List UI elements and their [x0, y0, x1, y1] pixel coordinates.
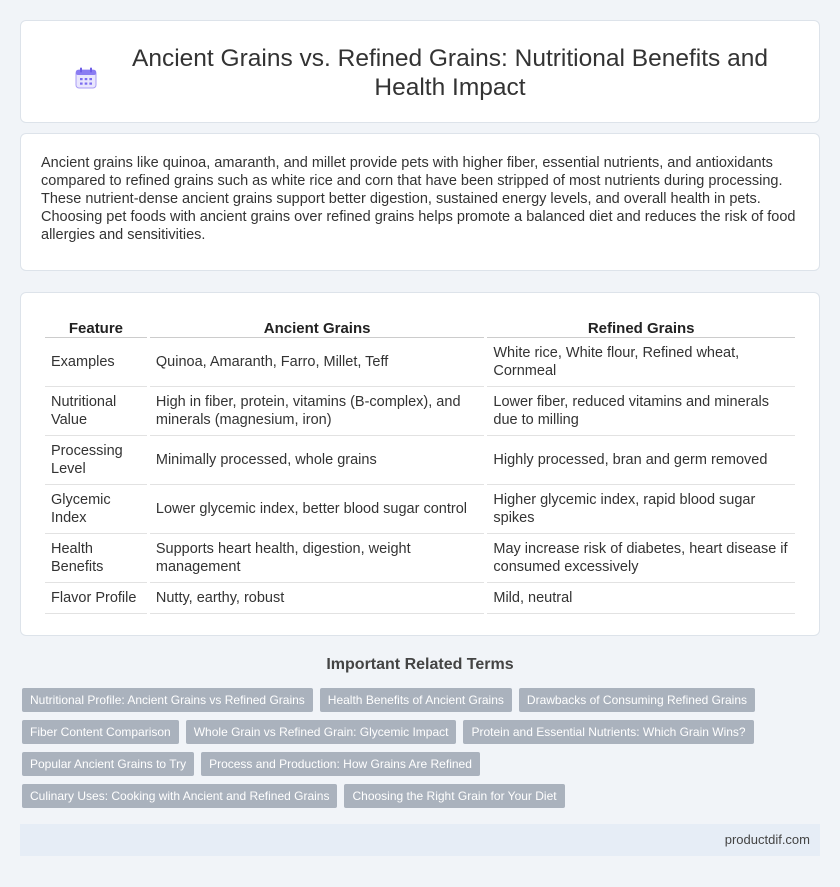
related-term-tag[interactable]: Process and Production: How Grains Are Refined	[201, 752, 480, 776]
row-ancient: Minimally processed, whole grains	[150, 436, 485, 485]
table-row	[45, 338, 795, 387]
related-term-tag[interactable]: Nutritional Profile: Ancient Grains vs Refined Grains	[22, 688, 313, 712]
intro-card	[20, 133, 820, 271]
table-header-row	[45, 314, 795, 338]
related-term-tag[interactable]: Protein and Essential Nutrients: Which Grain Wins?	[463, 720, 753, 744]
row-refined: Mild, neutral	[487, 583, 795, 614]
related-term-tag[interactable]: Culinary Uses: Cooking with Ancient and Refined Grains	[22, 784, 337, 808]
related-term-tag[interactable]: Drawbacks of Consuming Refined Grains	[519, 688, 755, 712]
header-feature: Feature	[45, 314, 147, 338]
footer-site-link[interactable]: productdif.com	[724, 832, 810, 847]
table-row	[45, 387, 795, 436]
related-term-tag[interactable]: Health Benefits of Ancient Grains	[320, 688, 512, 712]
row-refined: White rice, White flour, Refined wheat, Cornmeal	[487, 338, 795, 387]
comparison-card	[20, 292, 820, 636]
related-term-tag[interactable]: Choosing the Right Grain for Your Diet	[344, 784, 564, 808]
row-feature: Glycemic Index	[45, 485, 147, 534]
related-term-tag[interactable]: Whole Grain vs Refined Grain: Glycemic Impact	[186, 720, 457, 744]
row-ancient: Nutty, earthy, robust	[150, 583, 485, 614]
related-terms-title: Important Related Terms	[326, 656, 514, 673]
row-ancient: Quinoa, Amaranth, Farro, Millet, Teff	[150, 338, 485, 387]
footer	[20, 824, 820, 856]
calendar-icon	[75, 67, 97, 89]
table-row	[45, 583, 795, 614]
row-feature: Examples	[45, 338, 147, 387]
header-refined-grains: Refined Grains	[487, 314, 795, 338]
row-refined: Lower fiber, reduced vitamins and minerals due to milling	[487, 387, 795, 436]
intro-paragraph: Ancient grains like quinoa, amaranth, and millet provide pets with higher fiber, essential nutrients, and antioxidants compared to refined grains such as white rice and corn that have been stripped of most nutrients during processing. These nutrient-dense ancient grains support better digestion, sustained energy levels, and overall health in pets. Choosing pet foods with ancient grains over refined grains helps promote a balanced diet and reduces the risk of food allergies and sensitivities.	[41, 155, 796, 243]
row-feature: Flavor Profile	[45, 583, 147, 614]
related-terms-list	[22, 688, 802, 808]
related-term-tag[interactable]: Popular Ancient Grains to Try	[22, 752, 194, 776]
row-ancient: Supports heart health, digestion, weight management	[150, 534, 485, 583]
row-ancient: Lower glycemic index, better blood sugar control	[150, 485, 485, 534]
table-row	[45, 485, 795, 534]
row-refined: May increase risk of diabetes, heart disease if consumed excessively	[487, 534, 795, 583]
page-title: Ancient Grains vs. Refined Grains: Nutritional Benefits and Health Impact	[132, 45, 768, 101]
related-term-tag[interactable]: Fiber Content Comparison	[22, 720, 179, 744]
row-feature: Processing Level	[45, 436, 147, 485]
row-refined: Higher glycemic index, rapid blood sugar spikes	[487, 485, 795, 534]
header-ancient-grains: Ancient Grains	[150, 314, 485, 338]
row-feature: Health Benefits	[45, 534, 147, 583]
row-feature: Nutritional Value	[45, 387, 147, 436]
header-card	[20, 20, 820, 123]
table-row	[45, 436, 795, 485]
row-ancient: High in fiber, protein, vitamins (B-complex), and minerals (magnesium, iron)	[150, 387, 485, 436]
table-row	[45, 534, 795, 583]
row-refined: Highly processed, bran and germ removed	[487, 436, 795, 485]
comparison-table	[42, 314, 798, 614]
